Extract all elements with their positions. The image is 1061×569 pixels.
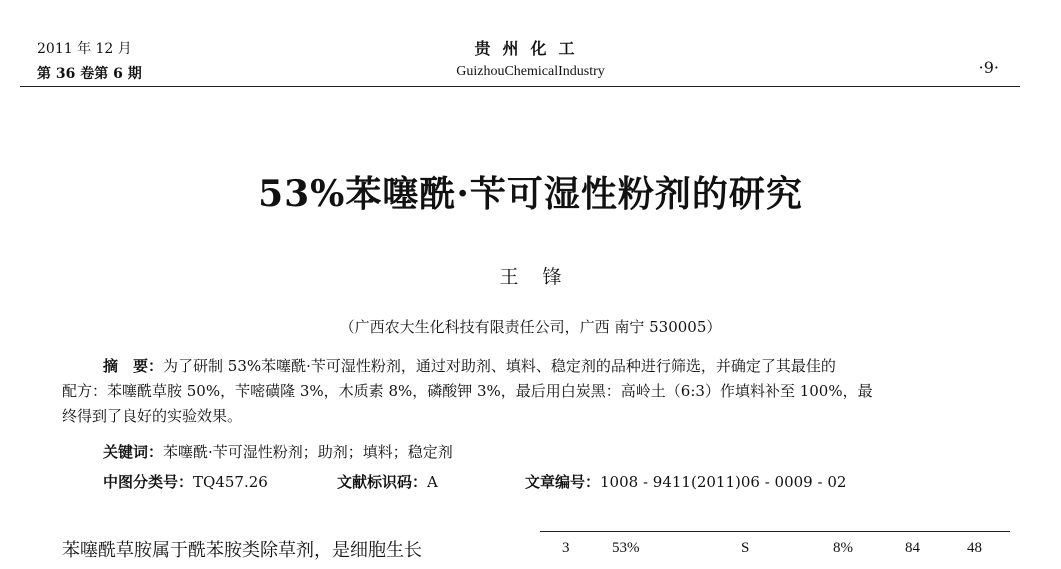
journal-title-en: GuizhouChemicalIndustry <box>456 64 605 79</box>
author-affiliation: （广西农大生化科技有限责任公司，广西 南宁 530005） <box>339 318 722 336</box>
page-number: ·9· <box>978 58 999 77</box>
clc-number <box>103 471 268 492</box>
table-top-rule <box>540 531 1010 532</box>
doc-code-value: A <box>427 473 438 491</box>
article-number <box>525 471 846 492</box>
doc-code-label: 文献标识码： <box>337 473 428 491</box>
table-cell: 48 <box>967 540 982 556</box>
header-date: 2011 年 12 月 <box>37 41 132 57</box>
abstract <box>62 354 978 429</box>
keywords <box>103 441 453 462</box>
table-cell: 84 <box>905 540 920 556</box>
keywords-label: 关键词： <box>103 443 164 461</box>
clc-label: 中图分类号： <box>103 473 194 491</box>
table-cell: 8% <box>833 540 853 556</box>
abstract-line-1 <box>62 354 978 379</box>
clc-value: TQ457.26 <box>193 473 268 491</box>
table-cell: 3 <box>562 540 570 556</box>
abstract-text-1: 为了研制 53%苯噻酰·苄可湿性粉剂，通过对助剂、填料、稳定剂的品种进行筛选，并确定了其最佳的 <box>163 357 836 375</box>
table-cell: S <box>741 540 750 556</box>
header-divider <box>20 86 1020 87</box>
article-no-label: 文章编号： <box>525 473 601 491</box>
journal-title-cn: 贵州化工 <box>474 39 587 58</box>
article-title: 53%苯噻酰·苄可湿性粉剂的研究 <box>258 173 803 215</box>
document-code <box>337 471 438 492</box>
abstract-line-3: 终得到了良好的实验效果。 <box>62 407 243 425</box>
table-cell: 53% <box>612 540 640 556</box>
article-no-value: 1008 - 9411(2011)06 - 0009 - 02 <box>600 473 847 491</box>
abstract-label: 摘 要： <box>103 357 164 375</box>
keywords-text: 苯噻酰·苄可湿性粉剂；助剂；填料；稳定剂 <box>163 443 453 461</box>
abstract-line-2: 配方：苯噻酰草胺 50%，苄嘧磺隆 3%，木质素 8%，磷酸钾 3%，最后用白炭黑：高岭土（6:3）作填料补至 100%，最 <box>62 382 873 400</box>
header-issue: 第 36 卷第 6 期 <box>37 66 142 82</box>
body-paragraph-line: 苯噻酰草胺属于酰苯胺类除草剂，是细胞生长 <box>62 540 422 561</box>
article-author: 王锋 <box>499 266 586 288</box>
